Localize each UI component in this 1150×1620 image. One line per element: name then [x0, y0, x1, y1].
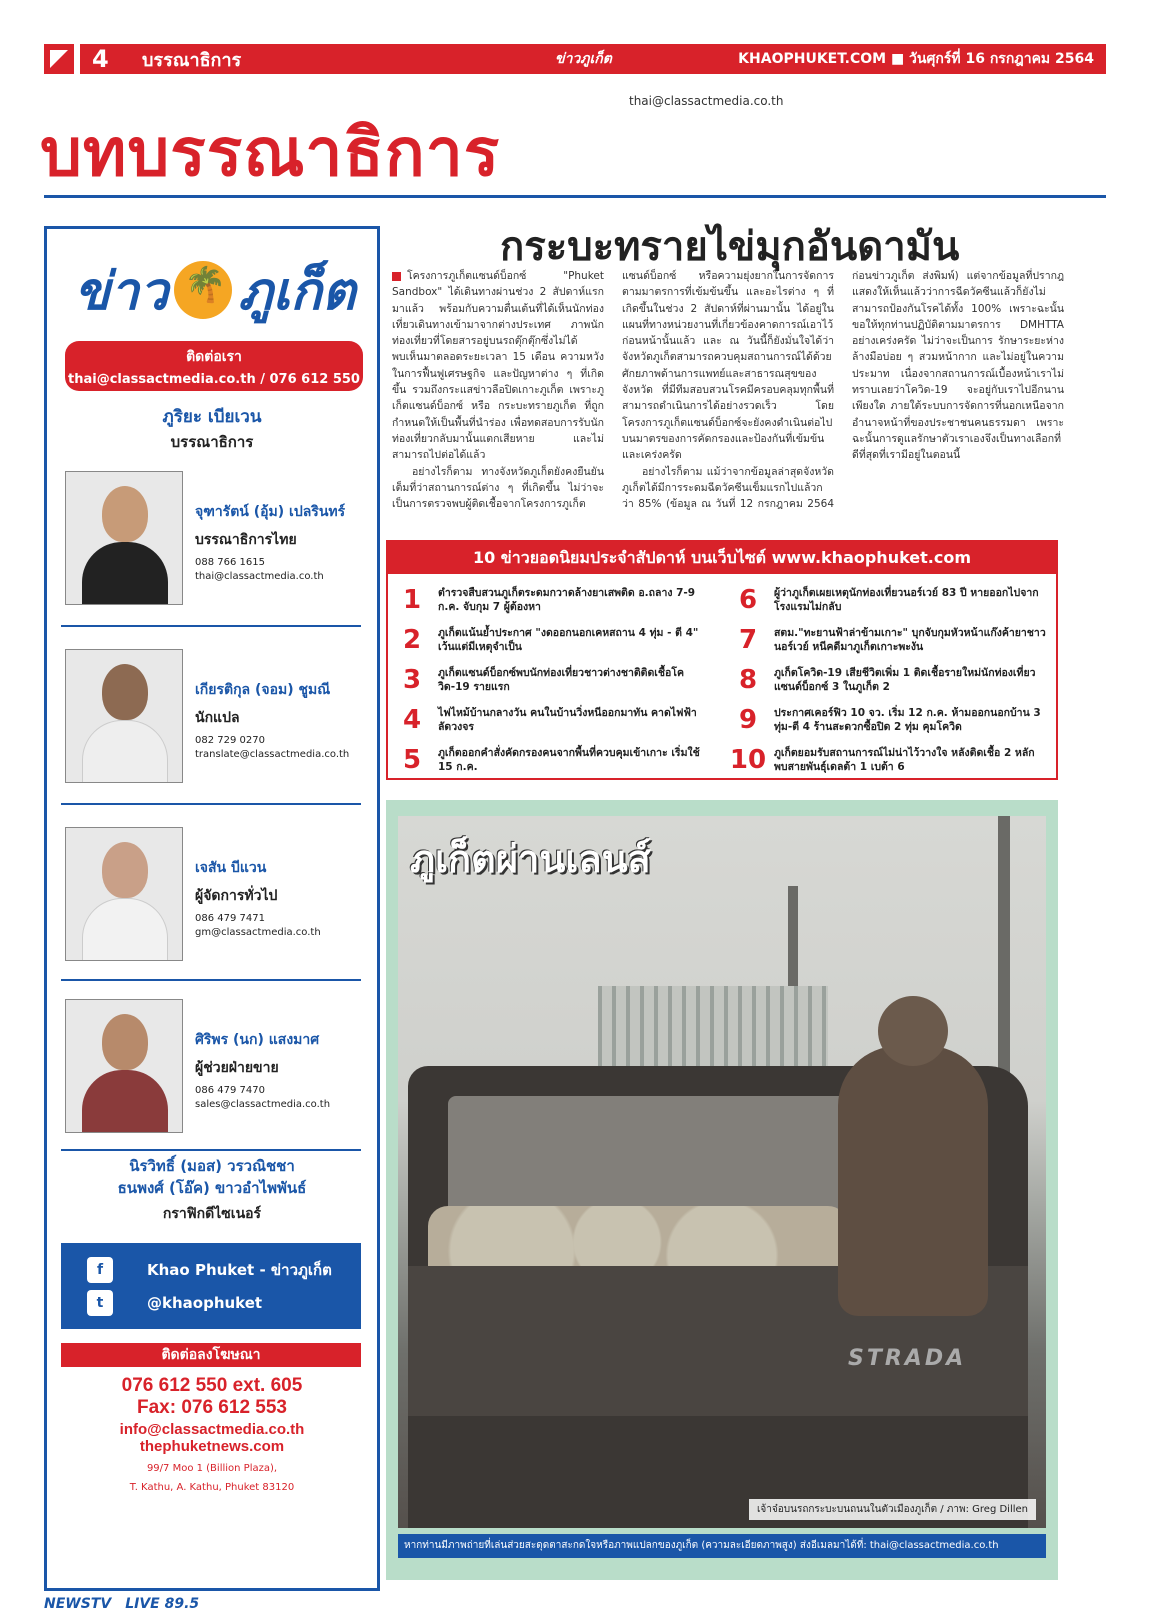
- divider: [61, 1149, 361, 1151]
- editor-role: บรรณาธิการ: [170, 433, 254, 451]
- staff-photo: [65, 999, 183, 1133]
- contact-box: [65, 341, 363, 391]
- page-number: 4: [92, 45, 109, 73]
- top10-item[interactable]: 10 ภูเก็ตยอมรับสถานการณ์ไม่น่าไว้วางใจ หลังติดเชื้อ 2 หลัก พบสายพันธุ์เดลต้า 1 เบต้า 6: [729, 745, 1035, 775]
- ad-phone: 076 612 550 ext. 605: [121, 1375, 303, 1396]
- designer-role: กราฟิกดีไซเนอร์: [162, 1206, 262, 1222]
- monkey-figure: [838, 1046, 988, 1316]
- masthead: [40, 90, 1106, 198]
- staff-name: จุฑารัตน์ (อุ้ม) เปลรินทร์: [195, 504, 346, 520]
- article-headline: กระบะทรายไข่มุกอันดามัน: [500, 224, 960, 270]
- logo-text-left: ข่าว: [74, 261, 169, 322]
- divider: [61, 803, 361, 805]
- staff-role: นักแปล: [195, 710, 240, 726]
- section-name: บรรณาธิการ: [142, 49, 242, 71]
- facebook-label: Khao Phuket - ข่าวภูเก็ต: [147, 1260, 332, 1279]
- staff-card: [61, 999, 361, 1137]
- staff-phone: 086 479 7471: [195, 913, 265, 924]
- ad-address-line: T. Kathu, A. Kathu, Phuket 83120: [129, 1482, 295, 1493]
- top10-item[interactable]: 9 ประกาศเคอร์ฟิว 10 จว. เริ่ม 12 ก.ค. ห้ามออกนอกบ้าน 3 ทุ่ม-ตี 4 ร้านสะดวกซื้อปิด 2 ทุ่ม คุมโควิด: [738, 705, 1041, 735]
- staff-card: [61, 471, 361, 609]
- staff-photo: [65, 649, 183, 783]
- feature-photo: [398, 816, 1046, 1528]
- feature-photo-frame: [386, 800, 1058, 1580]
- article-paragraph: อย่างไรก็ตาม แม้ว่าจากข้อมูลล่าสุดจังหวัดภูเก็ตได้มีการระดมฉีดวัคซีนเข็มแรกไปแล้วกว่า 85% (ข้อมูล ณ วันที่ 12 กรกฎาคม 2564 ก่อนข่าวภูเก็ต ส่งพิมพ์) แต่จากข้อมูลที่ปรากฎแสดงให้เห็นแล้วว่าการฉีดวัคซีนแล้วก็ยังไม่สามารถป้องกันโรคได้ทั้ง 100% เพราะฉะนั้นขอให้ทุกท่านปฏิบัติตามมาตรการ DMHTTA อย่างเคร่งครัด ไม่ว่าจะเป็นการ รักษาระยะห่าง ล้างมือบ่อย ๆ สวมหน้ากาก และไม่อยู่ในความประมาท เนื่องจากสถานการณ์เบื้องหน้าเราไม่ทราบเลยว่าโควิด-19 จะอยู่กับเราไปอีกนานเพียงใด ภายใต้ระบบการจัดการที่นอกเหนือจากอำนาจหน้าที่ของประชาชนคนธรรมดา เพราะฉะนั้นการดูแลรักษาตัวเราเองจึงเป็นทางเลือกที่ดีที่สุดที่เรามีอยู่ในตอนนี้: [622, 270, 1064, 511]
- staff-name: ศิริพร (นก) แสงมาศ: [195, 1032, 320, 1048]
- staff-photo: [65, 827, 183, 961]
- facebook-link[interactable]: [87, 1253, 361, 1286]
- top10-item[interactable]: 7 สตม."ทะยานฟ้าล่าข้ามเกาะ" บุกจับกุมหัวหน้าแก๊งค้ายาชาวนอร์เวย์ หนีคดีมาภูเก็ตเกาะพะงัน: [738, 625, 1046, 655]
- contact-detail[interactable]: thai@classactmedia.co.th / 076 612 550: [68, 372, 360, 387]
- article-paragraph: อย่างไรก็ตาม ทางจังหวัดภูเก็ตยังคงยืนยันเต็มที่ว่าสถานการณ์ต่าง ๆ ที่เกิดขึ้น ไม่ว่าจะเป็นการตรวจพบผู้ติดเชื้อจากโครงการภูเก็ตแซนด์บ็อกซ์ หรือความยุ่งยากในการจัดการตามมาตรการที่เข้มข้นขึ้น และอะไรต่าง ๆ ที่เกิดขึ้นในช่วง 2 สัปดาห์ที่ผ่านมานั้น ได้อยู่ในแผนที่ทางหน่วยงานที่เกี่ยวข้องคาดการณ์เอาไว้ก่อนหน้านั้นแล้ว และ ณ วันนี้ก็ยังมั่นใจได้ว่าจังหวัดภูเก็ตสามารถควบคุมสถานการณ์ได้ด้วยศักยภาพด้านการแพทย์และสาธารณสุขของจังหวัด ที่มีทีมสอบสวนโรคมีครอบคลุมทุกพื้นที่สามารถดำเนินการได้อย่างรวดเร็ว โดยโครงการภูเก็ตแซนด์บ็อกซ์จะยังคงดำเนินต่อไป บนมาตรของการคัดกรองและป้องกันที่เข้มข้นและเคร่งครัด: [392, 270, 834, 511]
- social-links: [61, 1243, 361, 1329]
- designer-credit: [47, 1155, 377, 1225]
- top10-item[interactable]: 2 ภูเก็ตแน้นย้ำประกาศ "งดออกนอกเคหสถาน 4 ทุ่ม - ตี 4" เว้นแต่มีเหตุจำเป็น: [402, 625, 699, 655]
- staff-role: ผู้ช่วยฝ่ายขาย: [195, 1060, 279, 1076]
- editor-credit: [47, 403, 377, 454]
- top10-box: [386, 540, 1058, 780]
- staff-name: เกียรติกุล (จอม) ชูมณี: [195, 682, 331, 698]
- staff-card: [61, 827, 361, 965]
- staff-role: บรรณาธิการไทย: [195, 532, 297, 548]
- staff-email[interactable]: gm@classactmedia.co.th: [195, 927, 321, 938]
- palm-sun-icon: [174, 261, 232, 319]
- khaophuket-logo: [65, 251, 365, 329]
- staff-photo: [65, 471, 183, 605]
- facebook-icon: f: [87, 1257, 113, 1283]
- ad-address-line: 99/7 Moo 1 (Billion Plaza),: [146, 1463, 278, 1474]
- top10-title: 10 ข่าวยอดนิยมประจำสัปดาห์ บนเว็บไซต์ www.khaophuket.com: [388, 542, 1056, 574]
- logo-text-right: ภูเก็ต: [238, 261, 356, 322]
- top10-item[interactable]: 1 ตำรวจสืบสวนภูเก็ตระดมกวาดล้างยาเสพติด อ.ถลาง 7-9 ก.ค. จับกุม 7 ผู้ต้องหา: [402, 585, 696, 615]
- top10-item[interactable]: 3 ภูเก็ตแซนด์บ็อกซ์พบนักท่องเที่ยวชาวต่างชาติติดเชื้อโควิด-19 รายแรก: [402, 665, 684, 695]
- staff-role: ผู้จัดการทั่วไป: [195, 888, 278, 904]
- staff-email[interactable]: translate@classactmedia.co.th: [195, 749, 350, 760]
- twitter-link[interactable]: [87, 1286, 361, 1319]
- feature-title: ภูเก็ตผ่านเลนส์: [410, 837, 651, 881]
- editor-name: ภูริยะ เบียเวน: [162, 407, 262, 427]
- newstv-logo: NEWSTV: [44, 1596, 112, 1612]
- article-paragraph: โครงการภูเก็ตแซนด์บ็อกซ์ "Phuket Sandbox" ได้เดินทางผ่านช่วง 2 สัปดาห์แรกมาแล้ว พร้อมกับความตื่นเต้นที่ได้เห็นนักท่องเที่ยวเดินทางเข้ามาจากต่างประเทศ ภาพนักท่องเที่ยวที่โดยสารอยู่บนรถตุ๊กตุ๊กซึ่งไม่ได้พบเห็นมาตลอดระยะเวลา 15 เดือน ความหวังในการฟื้นฟูเศรษฐกิจ และปัญหาต่าง ๆ ที่เกิดขึ้น รวมถึงกระแสข่าวลือปิดเกาะภูเก็ต เพราะภูเก็ตแซนด์บ็อกซ์ หรือ กระบะทรายภูเก็ต ที่ถูกกำหนดให้เป็นพื้นที่นำร่อง เพื่อทดสอบการรับนักท่องเที่ยวกลับมานั้นแตกเสียหาย และไม่สามารถไปต่อได้แล้ว: [392, 270, 604, 462]
- bullet-icon: [392, 272, 401, 281]
- divider: [61, 625, 361, 627]
- photo-caption: เจ้าจ๋อบนรถกระบะบนถนนในตัวเมืองภูเก็ต / ภาพ: Greg Dillen: [749, 1499, 1036, 1520]
- top10-item[interactable]: 5 ภูเก็ตออกคำสั่งคัดกรองคนจากพื้นที่ควบคุมเข้าเกาะ เริ่มใช้ 15 ก.ค.: [402, 745, 700, 775]
- article-body: [392, 268, 1064, 530]
- brand-corner-mark: [44, 44, 74, 74]
- staff-phone: 082 729 0270: [195, 735, 265, 746]
- staff-name: เจสัน บีแวน: [195, 860, 267, 876]
- designer-name: นิรวิทธิ์ (มอส) วรวณิชชา: [129, 1157, 295, 1175]
- top10-item[interactable]: 4 ไฟไหม้บ้านกลางวัน คนในบ้านวิ่งหนีออกมาทัน คาดไฟฟ้าลัดวงจร: [402, 705, 697, 735]
- top10-item[interactable]: 6 ผู้ว่าภูเก็ตเผยเหตุนักท่องเที่ยวนอร์เวย์ 83 ปี หายออกไปจากโรงแรมไม่กลับ: [738, 585, 1039, 615]
- ad-website[interactable]: thephuketnews.com: [139, 1438, 285, 1455]
- twitter-label: @khaophuket: [147, 1293, 263, 1312]
- photo-submission-note: หากท่านมีภาพถ่ายที่เล่นส่วยสะดุดตาสะกดใจหรือภาพแปลกของภูเก็ต (ความละเอียดภาพสูง) ส่งอีเมลมาได้ที่: thai@classactmedia.co.th: [398, 1534, 1046, 1558]
- staff-email[interactable]: sales@classactmedia.co.th: [195, 1099, 331, 1110]
- twitter-icon: t: [87, 1290, 113, 1316]
- ad-contact-info: [47, 1375, 377, 1493]
- staff-phone: 086 479 7470: [195, 1085, 265, 1096]
- footer-logos: [44, 1596, 199, 1612]
- pedestrian-bridge: [598, 986, 828, 1076]
- staff-email[interactable]: thai@classactmedia.co.th: [195, 571, 324, 582]
- staff-phone: 088 766 1615: [195, 557, 265, 568]
- top10-item[interactable]: 8 ภูเก็ตโควิด-19 เสียชีวิตเพิ่ม 1 ติดเชื้อรายใหม่นักท่องเที่ยวแซนด์บ็อกซ์ 3 ในภูเก็ต 2: [738, 665, 1036, 695]
- staff-sidebar: [44, 226, 380, 1591]
- divider: [61, 979, 361, 981]
- page-header-bar: [80, 44, 1106, 74]
- masthead-email[interactable]: thai@classactmedia.co.th: [629, 94, 784, 108]
- staff-card: [61, 649, 361, 787]
- truck-badge: STRADA: [848, 1346, 967, 1371]
- site-date: KHAOPHUKET.COM ■ วันศุกร์ที่ 16 กรกฎาคม 2564: [738, 51, 1094, 67]
- contact-title: ติดต่อเรา: [186, 349, 242, 365]
- header-logo: ข่าวภูเก็ต: [555, 51, 612, 67]
- ad-fax: Fax: 076 612 553: [136, 1397, 287, 1418]
- ad-contact-title: ติดต่อลงโฆษณา: [61, 1343, 361, 1367]
- live-radio-logo: LIVE 89.5: [125, 1596, 200, 1612]
- ad-email[interactable]: info@classactmedia.co.th: [119, 1421, 305, 1438]
- designer-name: ธนพงศ์ (โอ๊ค) ขาวอำไพพันธ์: [117, 1179, 307, 1197]
- masthead-title: บทบรรณาธิการ: [40, 114, 501, 191]
